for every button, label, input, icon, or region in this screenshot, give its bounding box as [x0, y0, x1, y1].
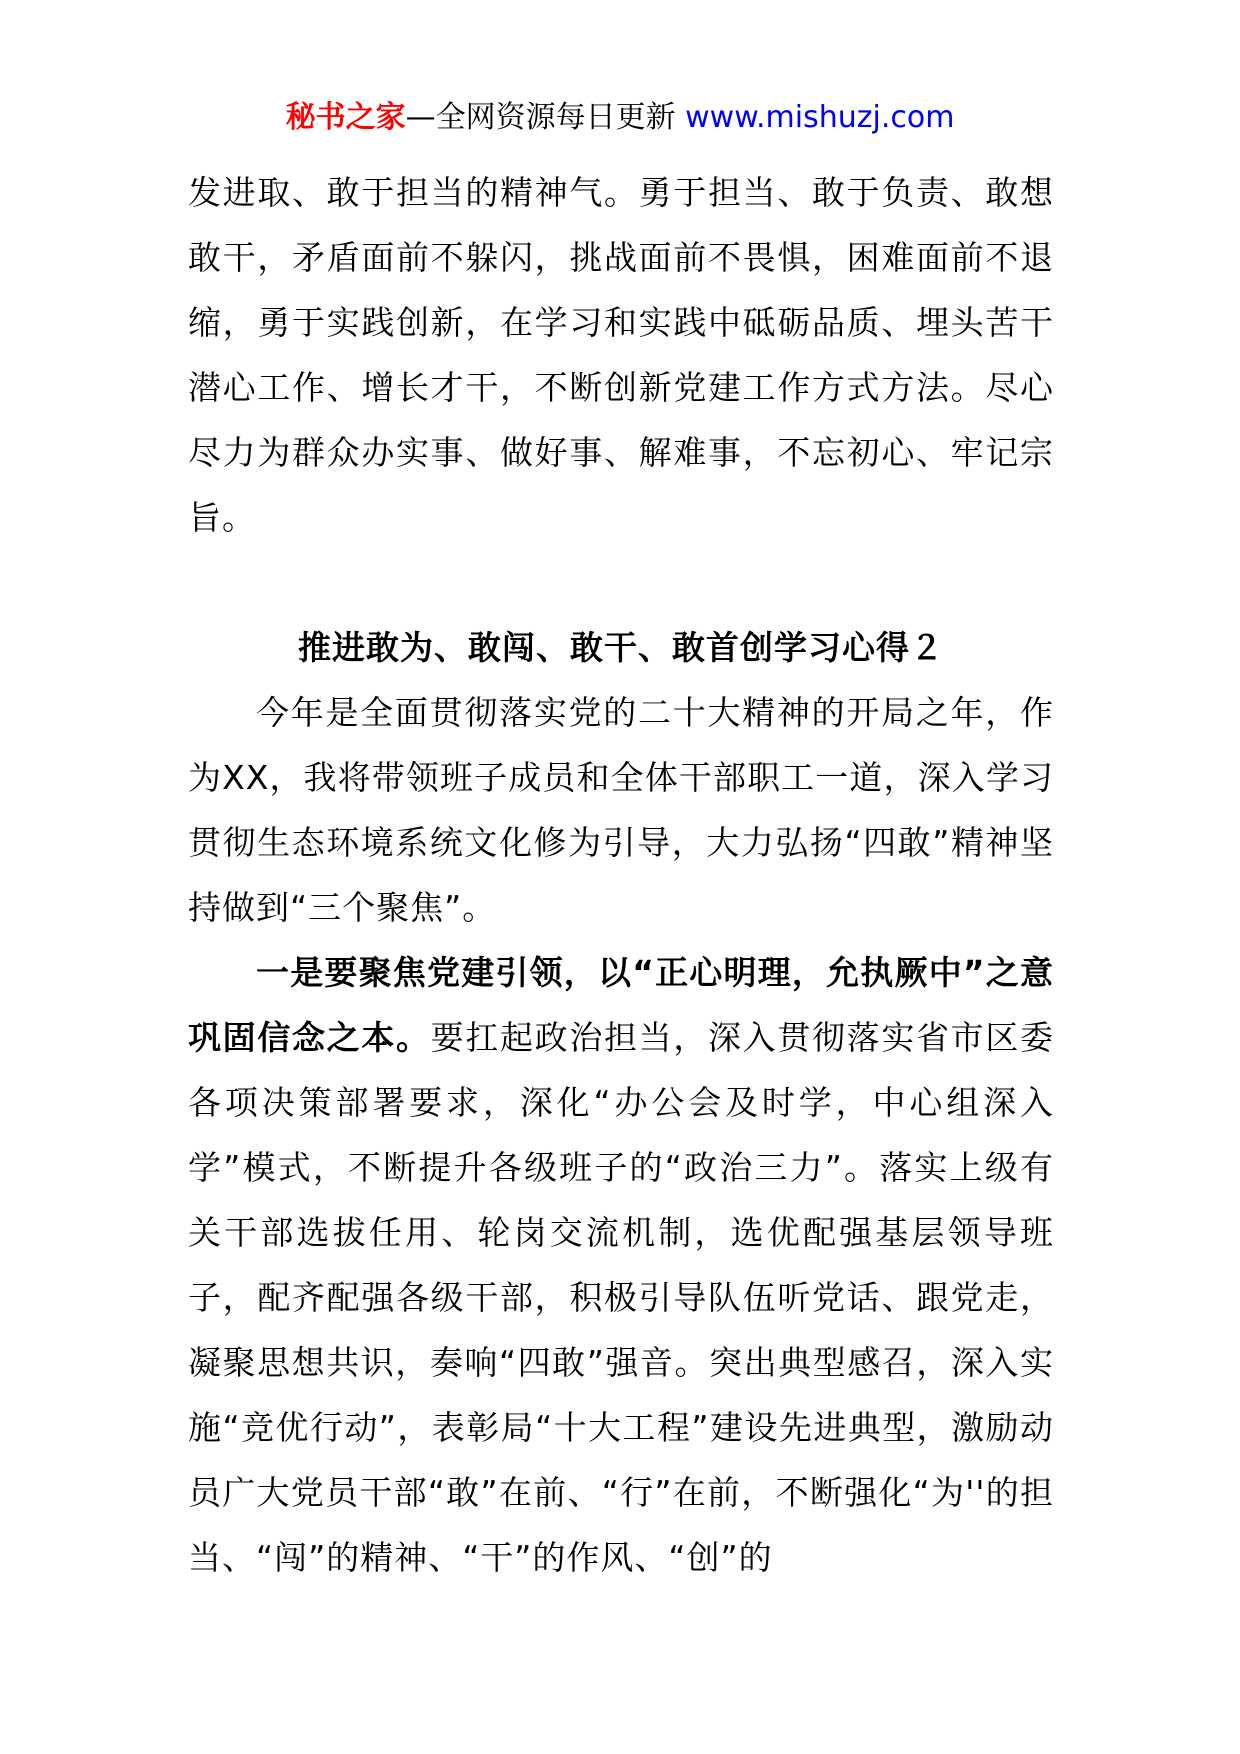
- header-url-link[interactable]: www.mishuzj.com: [685, 100, 955, 135]
- paragraph-point-1: [188, 940, 1054, 1590]
- document-body: [188, 160, 1054, 1590]
- page-header: [0, 98, 1240, 138]
- paragraph-intro: 今年是全面贯彻落实党的二十大精神的开局之年，作为XX，我将带领班子成员和全体干部职工一道，深入学习贯彻生态环境系统文化修为引导，大力弘扬“四敢”精神坚持做到“三个聚焦”。: [188, 693, 1054, 927]
- section-title: 推进敢为、敢闯、敢干、敢首创学习心得２: [298, 628, 944, 667]
- point-1-heading: 一是要聚焦党建引领，以“正心明理，允执厥中”之意巩固信念之本。: [188, 953, 1054, 1057]
- header-brand: 秘书之家: [285, 100, 406, 135]
- point-1-text: 要扛起政治担当，深入贯彻落实省市区委各项决策部署要求，深化“办公会及时学，中心组深入学”模式，不断提升各级班子的“政治三力”。落实上级有关干部选拔任用、轮岗交流机制，选优配强基层领导班子，配齐配强各级干部，积极引导队伍听党话、跟党走，凝聚思想共识，奏响“四敢”强音。突出典型感召，深入实施“竞优行动”，表彰局“十大工程”建设先进典型，激励动员广大党员干部“敢”在前、“行”在前，不断强化“为''的担当、“闯”的精神、“干”的作风、“创”的: [188, 1018, 1055, 1577]
- paragraph-continued: 发进取、敢于担当的精神气。勇于担当、敢于负责、敢想敢干，矛盾面前不躲闪，挑战面前不畏惧，困难面前不退缩，勇于实践创新，在学习和实践中砥砺品质、埋头苦干潜心工作、增长才干，不断创新党建工作方式方法。尽心尽力为群众办实事、做好事、解难事，不忘初心、牢记宗旨。: [188, 173, 1054, 537]
- header-tagline: —全网资源每日更新: [405, 100, 676, 135]
- paragraph-gap: [188, 550, 1054, 615]
